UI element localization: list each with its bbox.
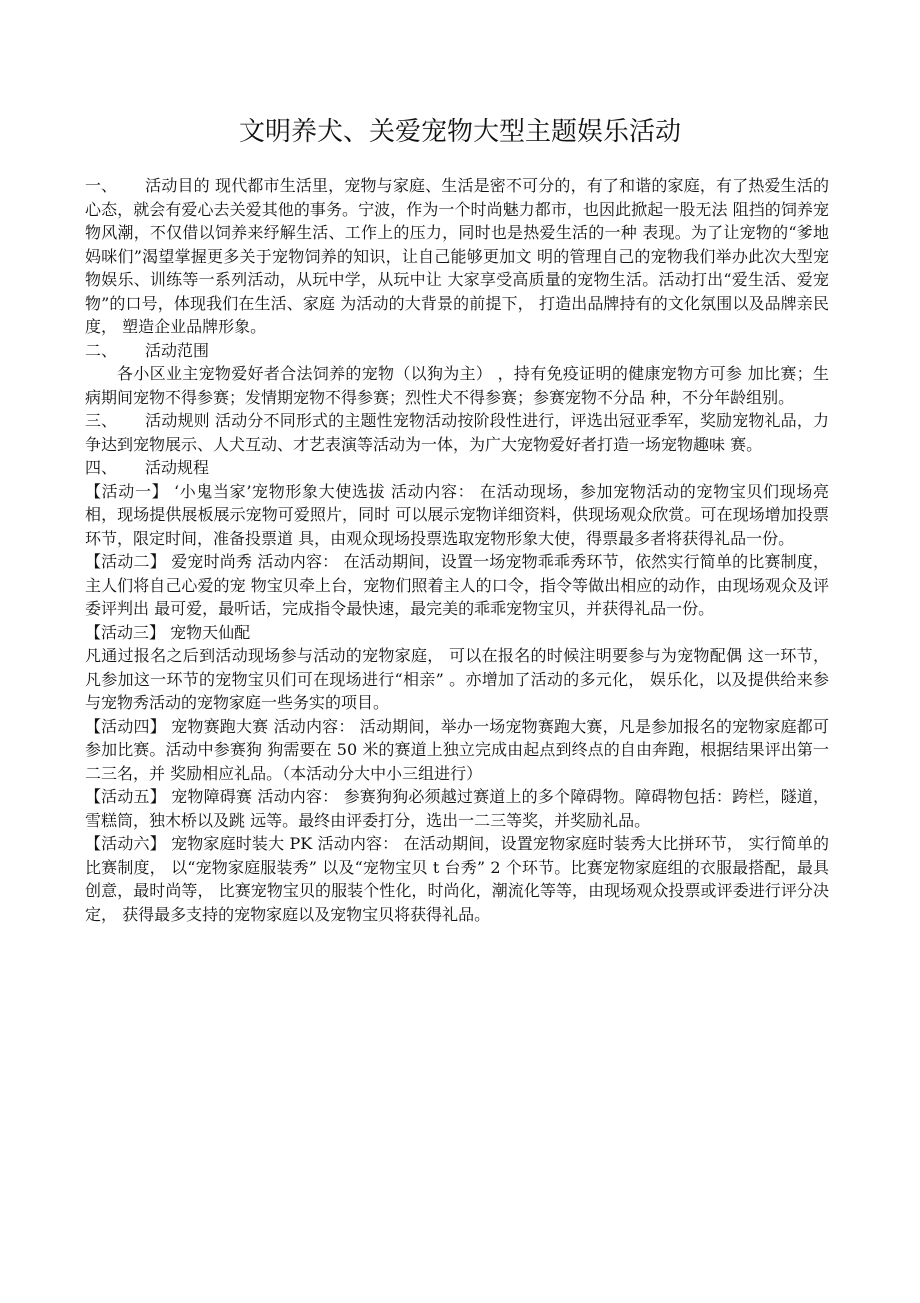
section-number: 一、	[85, 176, 118, 195]
activity-3-heading: 【活动三】 宠物天仙配	[85, 622, 251, 642]
document-body	[85, 174, 829, 926]
activity-6: 【活动六】 宠物家庭时装大 PK 活动内容： 在活动期间，设置宠物家庭时装秀大比拼环节， 实行简单的比赛制度， 以“宠物家庭服装秀” 以及“宠物宝贝 t 台秀” 2 个环节。比赛宠物家庭组的衣服最搭配，最具创意，最时尚等， 比赛宠物宝贝的服装个性化，时尚化，潮流化等等，由现场观众投票或评委进行评分决定， 获得最多支持的宠物家庭以及宠物宝贝将获得礼品。	[85, 834, 829, 924]
section-2-heading	[85, 339, 829, 363]
section-text: 活动目的 现代都市生活里，宠物与家庭、生活是密不可分的，有了和谐的家庭，有了热爱生活的 心态，就会有爱心去关爱其他的事务。宁波，作为一个时尚魅力都市，也因此掀起一股无法 阻挡的饲养宠物风潮，不仅借以饲养来纾解生活、工作上的压力，同时也是热爱生活的一种 表现。为了让宠物的“爹地妈咪们”渴望掌握更多关于宠物饲养的知识，让自己能够更加文 明的管理自己的宠物我们举办此次大型宠物娱乐、训练等一系列活动，从玩中学，从玩中让 大家享受高质量的宠物生活。活动打出“爱生活、爱宠物”的口号，体现我们在生活、家庭 为活动的大背景的前提下， 打造出品牌持有的文化氛围以及品牌亲民度， 塑造企业品牌形象。	[85, 176, 829, 336]
section-text: 活动规则 活动分不同形式的主题性宠物活动按阶段性进行，评选出冠亚季军，奖励宠物礼品，力 争达到宠物展示、人犬互动、才艺表演等活动为一体，为广大宠物爱好者打造一场宠物趣味 赛。	[85, 411, 829, 454]
section-4-heading	[85, 456, 829, 480]
document-title: 文明养犬、关爱宠物大型主题娱乐活动	[238, 117, 681, 147]
section-1	[85, 174, 829, 339]
section-2-text: 各小区业主宠物爱好者合法饲养的宠物（以狗为主） ，持有免疫证明的健康宠物方可参 加比赛；生病期间宠物不得参赛；发情期宠物不得参赛；烈性犬不得参赛；参赛宠物不分品 种，不分年龄组别。	[85, 364, 829, 407]
section-3	[85, 409, 829, 456]
activity-2: 【活动二】 爱宠时尚秀 活动内容： 在活动期间，设置一场宠物乖乖秀环节，依然实行简单的比赛制度，主人们将自己心爱的宠 物宝贝牵上台，宠物们照着主人的口令，指令等做出相应的动作，由现场观众及评委评判出 最可爱，最听话，完成指令最快速，最完美的乖乖宠物宝贝，并获得礼品一份。	[85, 552, 829, 618]
activity-3-text: 凡通过报名之后到活动现场参与活动的宠物家庭， 可以在报名的时候注明要参与为宠物配偶 这一环节，凡参加这一环节的宠物宝贝们可在现场进行“相亲” 。亦增加了活动的多元化， 娱乐化，以及提供给来参与宠物秀活动的宠物家庭一些务实的项目。	[85, 646, 829, 712]
section-heading: 活动范围	[145, 340, 210, 360]
activity-4: 【活动四】 宠物赛跑大赛 活动内容： 活动期间，举办一场宠物赛跑大赛，凡是参加报名的宠物家庭都可参加比赛。活动中参赛狗 狗需要在 50 米的赛道上独立完成由起点到终点的自由奔跑，根据结果评出第一二三名，并 奖励相应礼品。（本活动分大中小三组进行）	[85, 716, 829, 783]
activity-5: 【活动五】 宠物障碍赛 活动内容： 参赛狗狗必须越过赛道上的多个障碍物。障碍物包括：跨栏，隧道，雪糕筒，独木桥以及跳 远等。最终由评委打分，选出一二三等奖，并奖励礼品。	[85, 787, 829, 830]
section-number: 三、	[85, 411, 118, 430]
activity-1: 【活动一】 ‘小鬼当家’宠物形象大使选拔 活动内容： 在活动现场，参加宠物活动的宠物宝贝们现场亮相，现场提供展板展示宠物可爱照片，同时 可以展示宠物详细资料，供现场观众欣赏。可在现场增加投票环节，限定时间，准备投票道 具，由观众现场投票选取宠物形象大使，得票最多者将获得礼品一份。	[85, 481, 829, 548]
section-number: 四、	[85, 458, 118, 477]
section-number: 二、	[85, 340, 118, 360]
section-heading: 活动规程	[145, 458, 210, 477]
